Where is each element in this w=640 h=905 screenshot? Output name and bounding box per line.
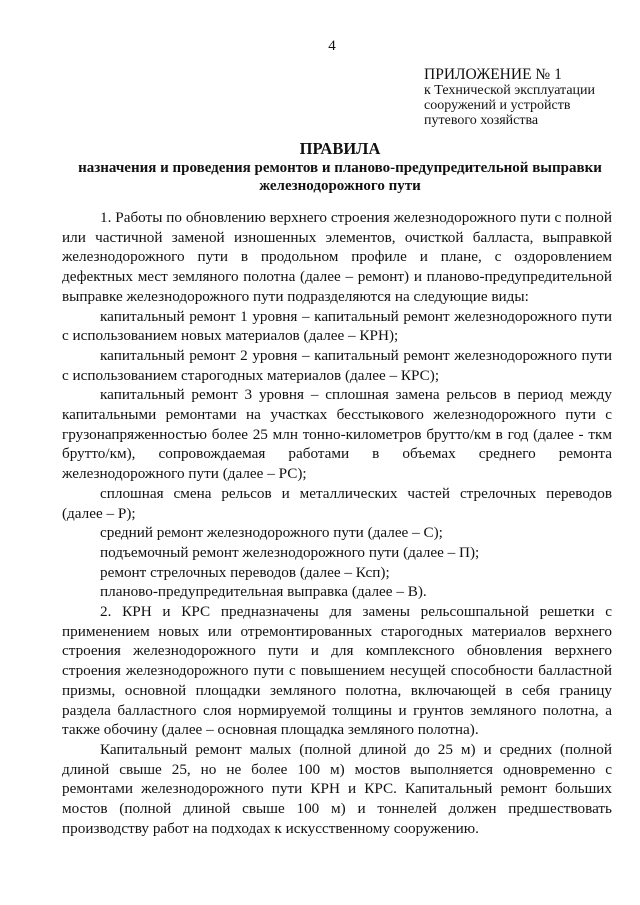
appendix-line: путевого хозяйства	[424, 113, 539, 128]
appendix-line: сооружений и устройств	[424, 98, 571, 113]
document-heading	[50, 139, 630, 195]
appendix-title: ПРИЛОЖЕНИЕ № 1	[424, 66, 562, 83]
paragraph: ремонт стрелочных переводов (далее – Ксп);	[100, 563, 390, 581]
paragraph: капитальный ремонт 1 уровня – капитальный ремонт железнодорожного пути с использованием новых материалов (далее – КРН);	[62, 307, 612, 345]
paragraph: Капитальный ремонт малых (полной длиной до 25 м) и средних (полной длиной свыше 25, но не более 100 м) мостов выполняется одновременно с ремонтами железнодорожного пути КРН и КРС. Капитальный ремонт больших мостов (полной длиной свыше 100 м) и тоннелей должен предшествовать производству работ на подходах к искусственному сооружению.	[62, 740, 612, 837]
paragraph: сплошная смена рельсов и металлических частей стрелочных переводов (далее – Р);	[62, 484, 612, 522]
paragraph: капитальный ремонт 2 уровня – капитальный ремонт железнодорожного пути с использованием старогодных материалов (далее – КРС);	[62, 346, 612, 384]
heading-subtitle-line: назначения и проведения ремонтов и планово-предупредительной выправки	[78, 160, 602, 176]
heading-subtitle-line: железнодорожного пути	[259, 178, 421, 194]
paragraph: планово-предупредительная выправка (далее – В).	[100, 583, 427, 601]
paragraph: средний ремонт железнодорожного пути (далее – С);	[100, 524, 443, 542]
appendix-line: к Технической эксплуатации	[424, 83, 596, 98]
paragraph: капитальный ремонт 3 уровня – сплошная замена рельсов в период между капитальными ремонтами на участках бесстыкового железнодорожного пути с грузонапряженностью более 25 млн тонно-километров брутто/км в год (далее - ткм брутто/км), сопровождаемая работами в объемах среднего ремонта железнодорожного пути (далее – РС);	[62, 386, 612, 483]
paragraph: подъемочный ремонт железнодорожного пути (далее – П);	[100, 543, 480, 561]
paragraph: 1. Работы по обновлению верхнего строения железнодорожного пути с полной или частичной заменой изношенных элементов, очисткой балласта, выправкой железнодорожного пути в продольном профиле и плане, с оздоровлением дефектных мест земляного полотна (далее – ремонт) и планово-предупредительной выправке железнодорожного пути подразделяются на следующие виды:	[62, 209, 612, 305]
page-number: 4	[328, 38, 336, 54]
appendix-block	[424, 66, 624, 128]
body-text	[62, 208, 612, 839]
paragraph: 2. КРН и КРС предназначены для замены рельсошпальной решетки с применением новых или отремонтированных старогодных материалов верхнего строения железнодорожного пути и для комплексного обновления верхнего строения железнодорожного пути с повышением несущей способности балластной призмы, основной площадки земляного полотна, включающей в себя границу раздела балластного слоя нормируемой толщины и грунтов земляного полотна, а также обочину (далее – основная площадка земляного полотна).	[62, 603, 612, 739]
heading-title: ПРАВИЛА	[299, 139, 381, 158]
